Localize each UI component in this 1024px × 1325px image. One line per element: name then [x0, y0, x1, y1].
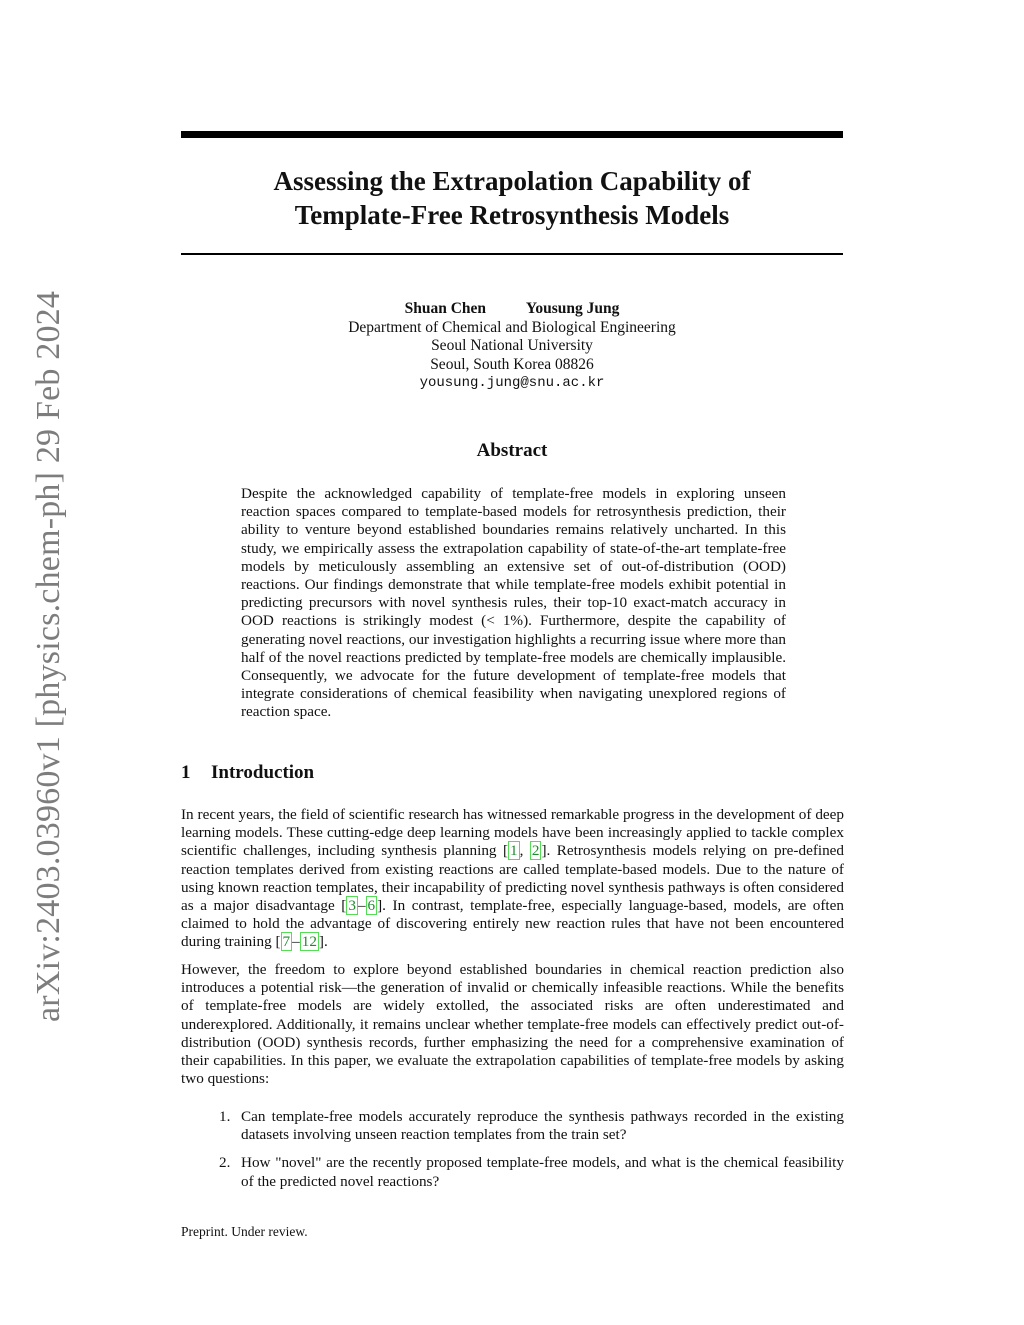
author-department: Department of Chemical and Biological Engineering — [348, 318, 676, 336]
paper-title — [181, 164, 843, 232]
citation-link[interactable]: 1 — [510, 842, 518, 860]
paragraph-text: ]. Retrosynthesis models relying on pre-defined reaction templates derived from existing reactions are called template-based models. Due to the nature of using known reaction templates, their incapability of predicting novel synthesis pathways is often considered as a major disadvantage [ — [181, 842, 845, 915]
intro-paragraph-1 — [181, 806, 844, 952]
citation-link[interactable]: 3 — [348, 897, 356, 915]
author-name: Shuan Chen — [404, 300, 487, 317]
list-item — [181, 1108, 844, 1144]
abstract-text: Despite the acknowledged capability of template-free models in exploring unseen reaction spaces compared to template-based models for retrosynthesis prediction, their ability to venture beyond established boundaries remains relatively uncharted. In this study, we empirically assess the extrapolation capability of state-of-the-art template-free models by meticulously assembling an extensive set of out-of-distribution (OOD) reactions. Our findings demonstrate that while template-free models exhibit potential in predicting precursors with novel synthesis rules, their top-10 exact-match accuracy in OOD reactions is strikingly modest (< 1%). Furthermore, despite the capability of generating novel reactions, our investigation highlights a recurring issue where more than half of the novel reactions predicted by template-free models are chemically implausible. Consequently, we advocate for the future development of template-free models that integrate considerations of chemical feasibility when navigating unexplored regions of reaction space. — [241, 485, 786, 721]
title-top-rule — [181, 131, 843, 138]
list-item — [181, 1154, 844, 1190]
arxiv-identifier: arXiv:2403.03960v1 [physics.chem-ph] 29 Feb 2024 — [30, 290, 67, 1022]
question-list — [181, 1108, 844, 1201]
paragraph-text: ]. — [318, 933, 328, 951]
list-item-number: 1. — [219, 1108, 231, 1125]
title-bottom-rule — [181, 253, 843, 255]
author-name: Yousung Jung — [525, 300, 620, 317]
list-item-text: How "novel" are the recently proposed template-free models, and what is the chemical feasibility of the predicted novel reactions? — [241, 1154, 844, 1190]
section-number: 1 — [181, 762, 191, 783]
citation-separator: , — [519, 842, 530, 860]
list-item-text: Can template-free models accurately reproduce the synthesis pathways recorded in the existing datasets involving unseen reaction templates from the train set? — [241, 1108, 844, 1144]
citation-separator: – — [292, 933, 300, 951]
intro-paragraph-2: However, the freedom to explore beyond established boundaries in chemical reaction prediction also introduces a potential risk—the generation of invalid or chemically infeasible reactions. While the benefits of template-free models are widely extolled, the associated risks are often underestimated and underexplored. Additionally, it remains unclear whether template-free models can effectively predict out-of-distribution (OOD) synthesis records, further emphasizing the need for a comprehensive examination of their capabilities. In this paper, we evaluate the extrapolation capabilities of template-free models by asking two questions: — [181, 961, 844, 1088]
paragraph-text: In recent years, the field of scientific research has witnessed remarkable progress in the development of deep learning models. These cutting-edge deep learning models have been increasingly applied to tackle complex scientific challenges, including synthesis planning [ — [181, 806, 844, 860]
author-university: Seoul National University — [431, 337, 593, 354]
author-location: Seoul, South Korea 08826 — [430, 355, 594, 373]
section-title: Introduction — [211, 762, 315, 783]
abstract-heading: Abstract — [476, 440, 548, 461]
citation-link[interactable]: 7 — [282, 933, 291, 951]
paragraph-text: ]. In contrast, template-free, especially language-based, models, are often claimed to hold the advantage of discovering entirely new reaction rules that have not been encountered during training [ — [181, 897, 844, 951]
author-block — [181, 300, 843, 393]
author-email[interactable]: yousung.jung@snu.ac.kr — [419, 375, 605, 391]
author-names — [181, 300, 843, 319]
footer-note: Preprint. Under review. — [181, 1224, 308, 1239]
citation-link[interactable]: 2 — [531, 842, 540, 860]
section-heading-introduction — [181, 762, 314, 784]
title-line-2: Template-Free Retrosynthesis Models — [294, 200, 730, 230]
citation-link[interactable]: 12 — [301, 933, 317, 951]
list-item-number: 2. — [219, 1154, 231, 1172]
citation-link[interactable]: 6 — [367, 897, 376, 915]
title-line-1: Assessing the Extrapolation Capability of — [273, 166, 751, 196]
citation-separator: – — [357, 897, 366, 915]
